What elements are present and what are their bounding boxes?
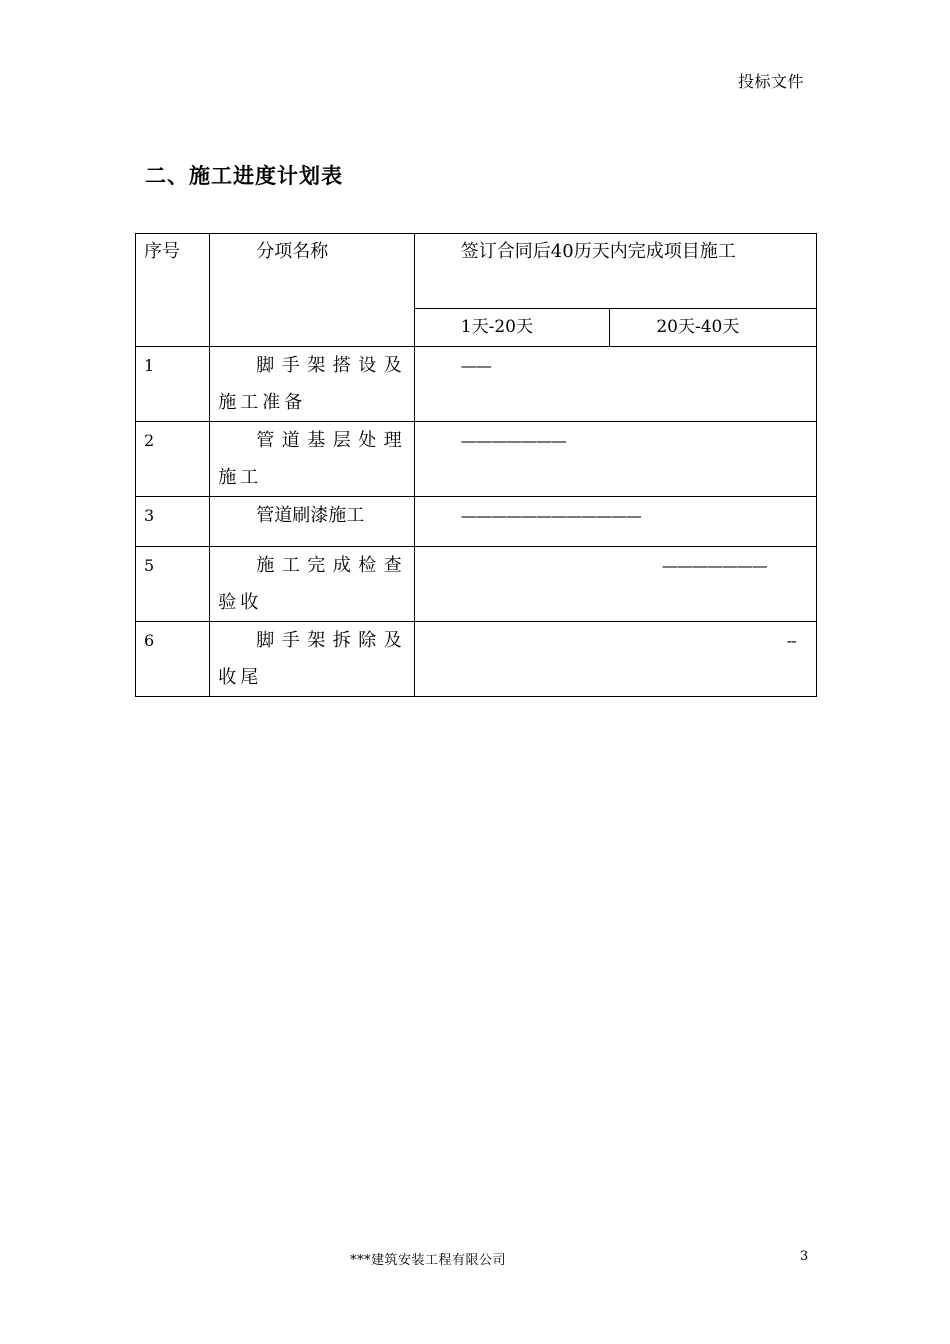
gantt-bar: ——————— — [661, 556, 767, 575]
gantt-bar: —— — [460, 356, 491, 375]
table-header-row — [136, 234, 817, 309]
page-number: 3 — [800, 1249, 809, 1264]
table-row — [136, 622, 817, 697]
row-gantt-bar-cell — [414, 622, 816, 697]
table-row — [136, 547, 817, 622]
table-row — [136, 497, 817, 547]
header-period-1: 1天-20天 — [414, 309, 610, 347]
row-seq: 5 — [136, 547, 210, 622]
row-item-name: 管道刷漆施工 — [210, 497, 415, 547]
row-gantt-bar-cell — [414, 497, 816, 547]
header-duration-span: 签订合同后40历天内完成项目施工 — [414, 234, 816, 309]
row-seq: 2 — [136, 422, 210, 497]
row-gantt-bar-cell — [414, 547, 816, 622]
row-item-name: 管道基层处理施工 — [210, 422, 415, 497]
row-item-name: 脚手架搭设及施工准备 — [210, 347, 415, 422]
row-seq: 6 — [136, 622, 210, 697]
footer-company-name: ***建筑安装工程有限公司 — [350, 1253, 507, 1268]
construction-schedule-table — [135, 233, 817, 697]
gantt-bar: -- — [786, 631, 796, 650]
header-period-2: 20天-40天 — [610, 309, 817, 347]
row-seq: 3 — [136, 497, 210, 547]
row-gantt-bar-cell — [414, 422, 816, 497]
header-seq: 序号 — [136, 234, 210, 347]
table-row — [136, 422, 817, 497]
table-row — [136, 347, 817, 422]
gantt-bar: ——————— — [460, 431, 566, 450]
header-item-name: 分项名称 — [210, 234, 415, 347]
row-item-name: 施工完成检查验收 — [210, 547, 415, 622]
gantt-bar: ———————————— — [460, 506, 641, 525]
row-gantt-bar-cell — [414, 347, 816, 422]
section-title: 二、施工进度计划表 — [145, 164, 343, 188]
row-seq: 1 — [136, 347, 210, 422]
row-item-name: 脚手架拆除及收尾 — [210, 622, 415, 697]
document-type-label: 投标文件 — [738, 72, 805, 91]
